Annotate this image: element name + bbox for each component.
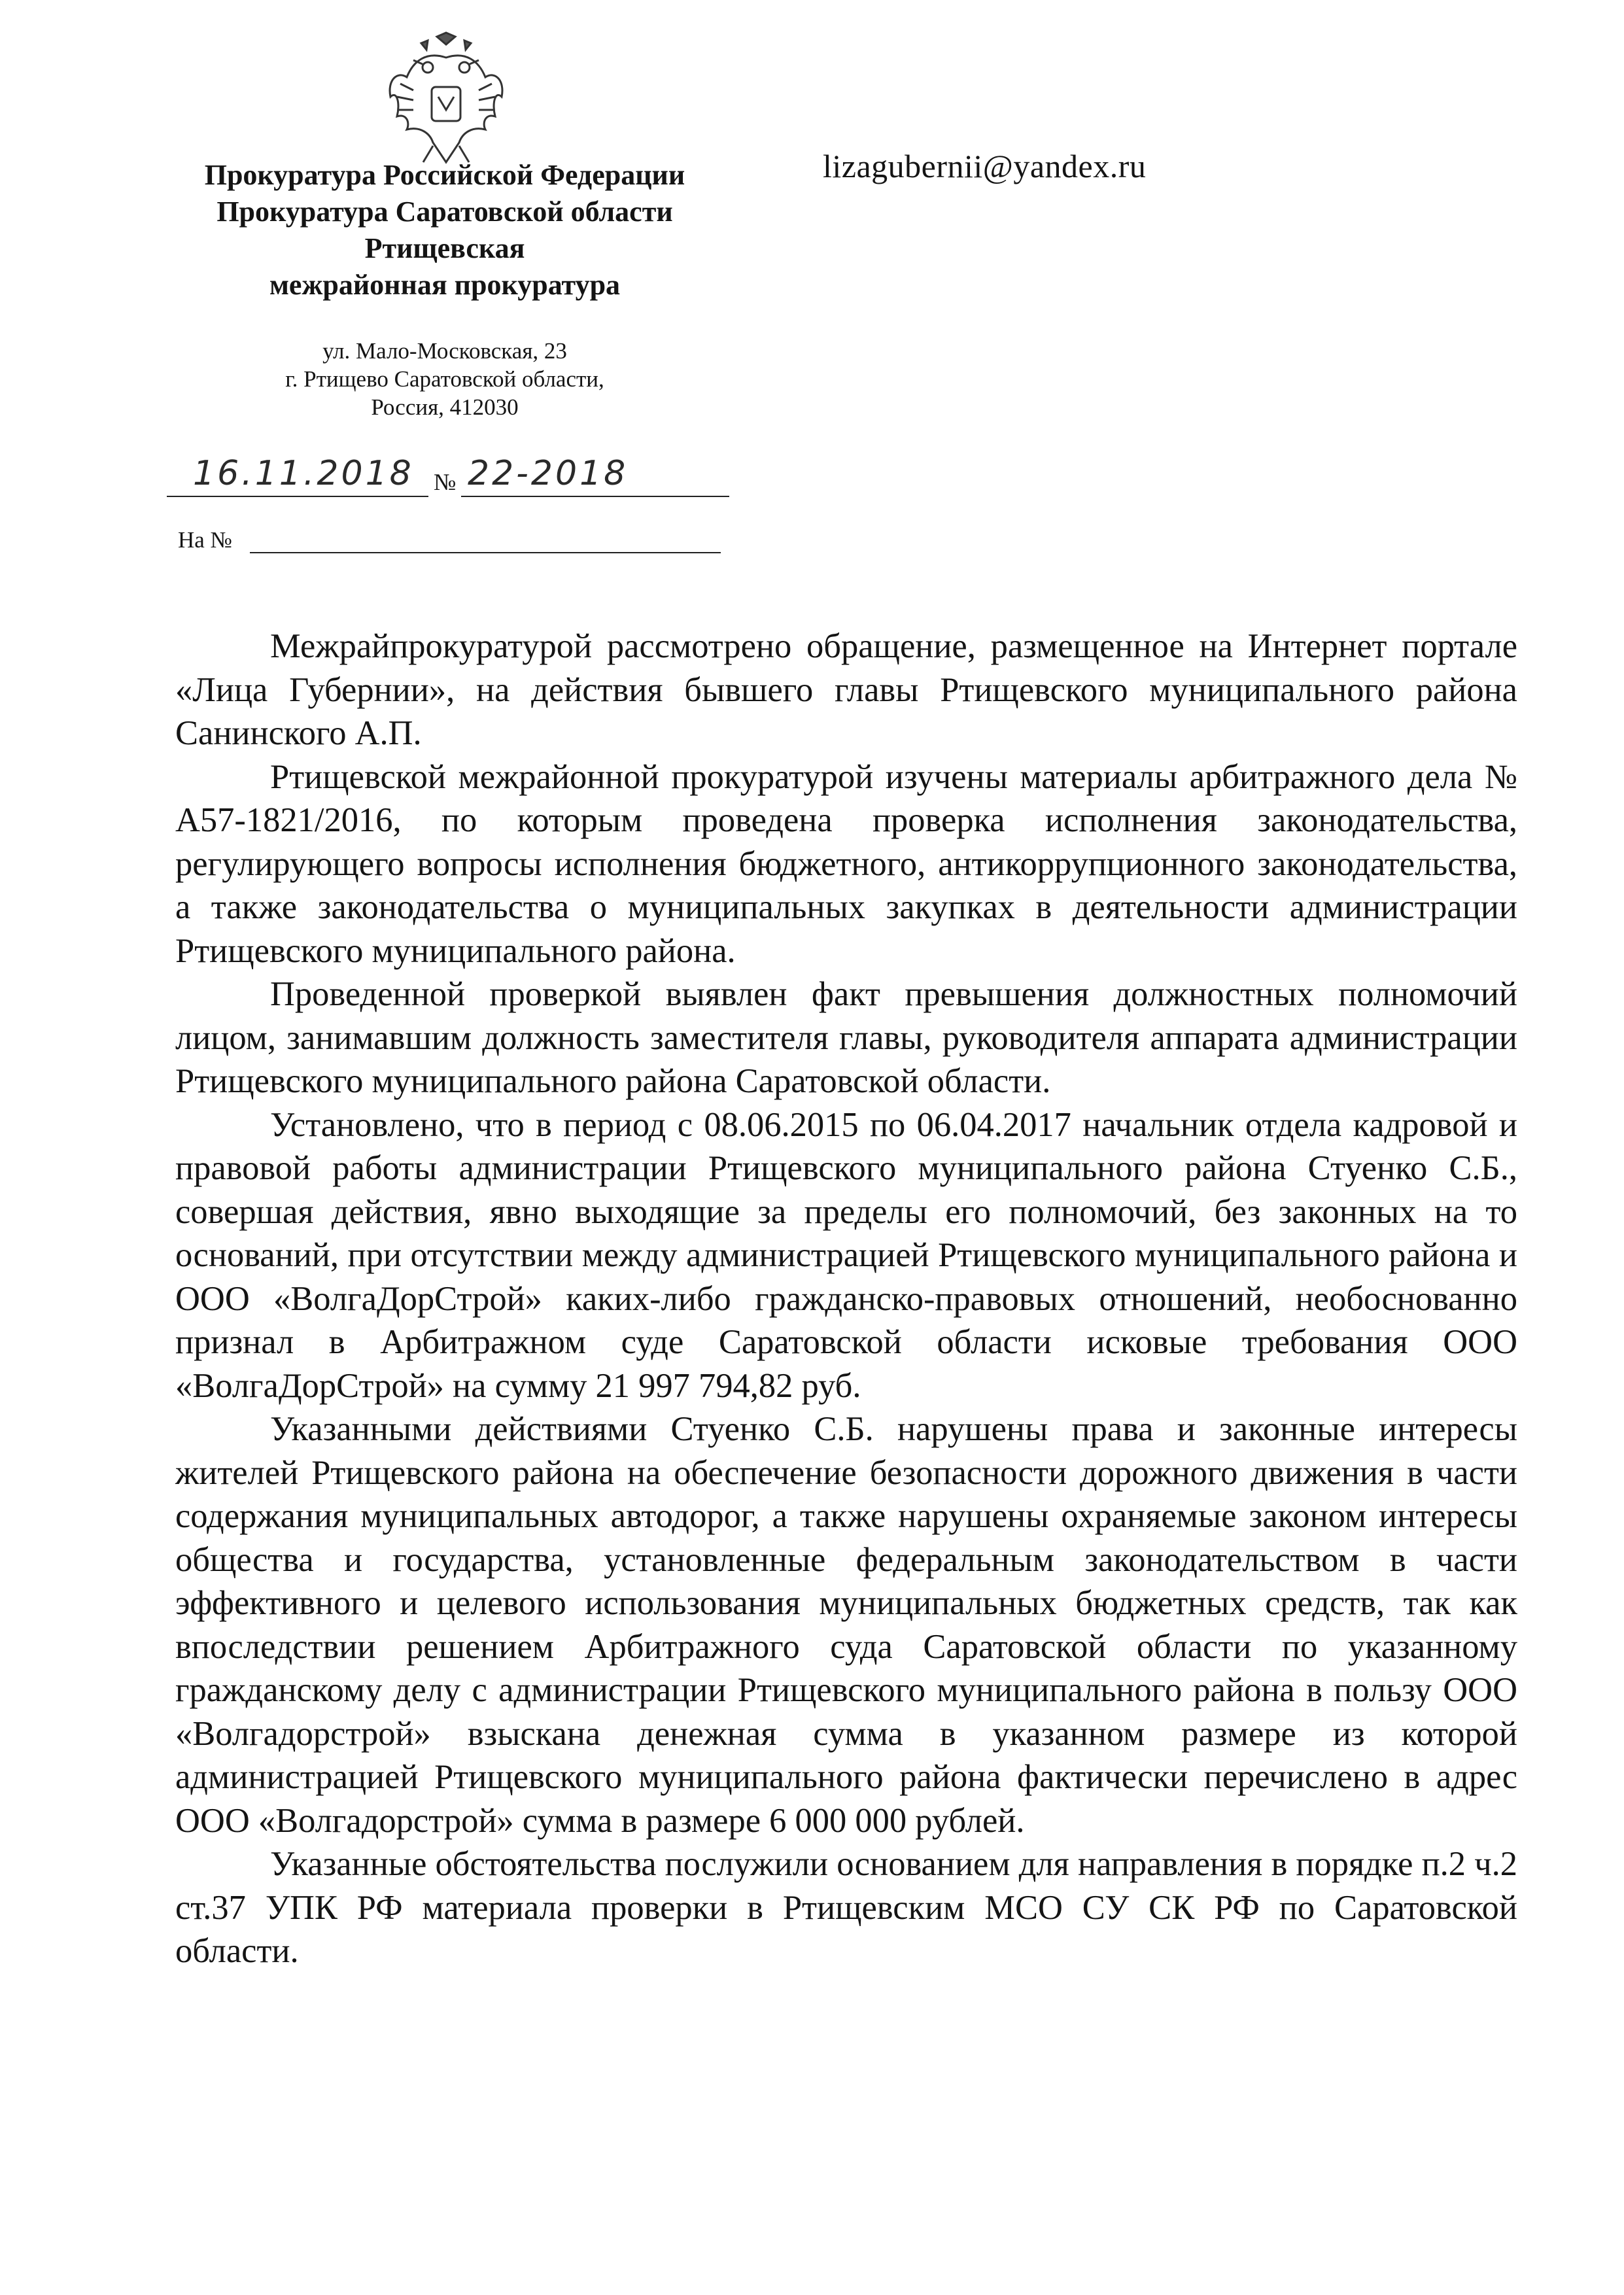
body-paragraph: Проведенной проверкой выявлен факт превышения должностных полномочий лицом, занимавшим должность заместителя главы, руководителя аппарата администрации Ртищевского муниципального района Саратовской области. [175, 975, 1517, 1100]
date-underline [167, 496, 428, 497]
body-paragraph: Ртищевской межрайонной прокуратурой изучены материалы арбитражного дела № А57-1821/2016, по которым проведена проверка исполнения законодательства, регулирующего вопросы исполнения бюджетного, антикоррупционного законодательства, а также законодательства о муниципальных закупках в деятельности администрации Ртищевского муниципального района. [175, 757, 1517, 970]
organization-address [216, 337, 674, 421]
body-paragraph: Указанные обстоятельства послужили основанием для направления в порядке п.2 ч.2 ст.37 УПК РФ материала проверки в Ртищевским МСО СУ СК РФ по Саратовской области. [175, 1845, 1517, 1970]
org-line: Прокуратура Саратовской области [216, 196, 673, 228]
reference-underline [250, 552, 721, 553]
reference-line [178, 523, 727, 556]
body-paragraph: Установлено, что в период с 08.06.2015 по 06.04.2017 начальник отдела кадровой и правовой работы администрации Ртищевского муниципального района Стуенко С.Б., совершая действия, явно выходящие за пределы его полномочий, без законных на то оснований, при отсутствии между администрацией Ртищевского муниципального района и ООО «ВолгаДорСтрой» каких-либо гражданско-правовых отношений, необоснованно признал в Арбитражном суде Саратовской области исковые требования ООО «ВолгаДорСтрой» на сумму 21 997 794,82 руб. [175, 1105, 1517, 1405]
registration-line [167, 451, 729, 497]
reference-label: На № [178, 527, 232, 553]
number-sign: № [434, 469, 457, 495]
body-paragraph: Указанными действиями Стуенко С.Б. нарушены права и законные интересы жителей Ртищевского района на обеспечение безопасности дорожного движения в части содержания муниципальных автодорог, а также нарушены охраняемые законом интересы общества и государства, установленные федеральным законодательством в части эффективного и целевого использования муниципальных бюджетных средств, так как впоследствии решением Арбитражного суда Саратовской области по указанному гражданскому делу с администрации Ртищевского муниципального района в пользу ООО «Волгадорстрой» взыскана денежная сумма в указанном размере из которой администрацией Ртищевского муниципального района фактически перечислено в адрес ООО «Волгадорстрой» сумма в размере 6 000 000 рублей. [175, 1410, 1517, 1840]
number-underline [461, 496, 729, 497]
coat-of-arms-icon [381, 31, 511, 172]
organization-header [144, 157, 746, 303]
address-line: ул. Мало-Московская, 23 [322, 338, 567, 364]
registration-date: 16.11.2018 [193, 454, 414, 493]
letter-body [175, 625, 1517, 1973]
recipient-email: lizagubernii@yandex.ru [823, 148, 1147, 184]
address-line: Россия, 412030 [371, 394, 519, 420]
body-paragraph: Межрайпрокуратурой рассмотрено обращение, размещенное на Интернет портале «Лица Губернии», на действия бывшего главы Ртищевского муниципального района Санинского А.П. [175, 627, 1517, 752]
org-line: Прокуратура Российской Федерации [204, 159, 685, 191]
registration-number: 22-2018 [468, 454, 629, 493]
org-line: Ртищевская [364, 232, 525, 264]
address-line: г. Ртищево Саратовской области, [285, 366, 604, 392]
org-line: межрайонная прокуратура [269, 269, 621, 301]
